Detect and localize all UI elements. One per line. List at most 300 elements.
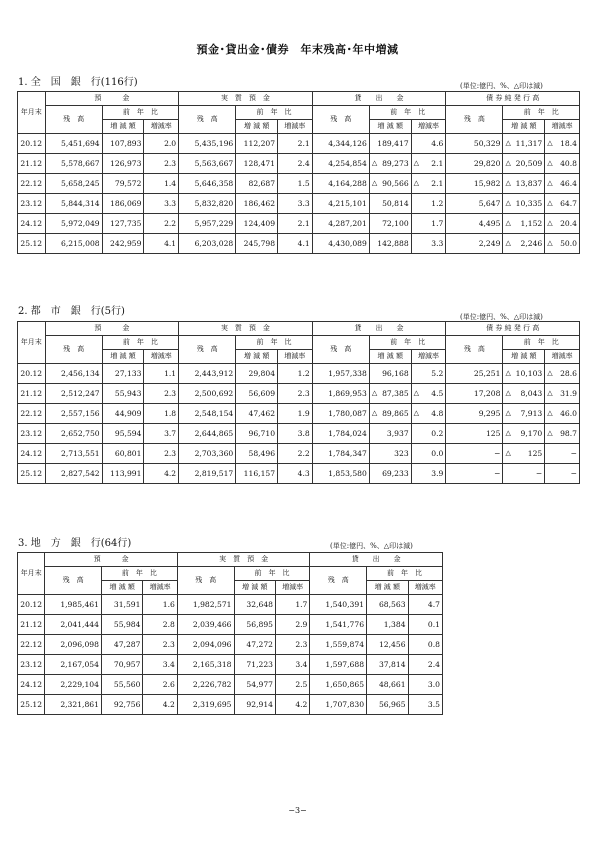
bond-change-cell	[503, 424, 545, 444]
real-deposit-rate-cell	[276, 595, 310, 615]
deposit-rate-cell	[143, 635, 177, 655]
table-row	[18, 695, 443, 715]
loan-change-cell-value: 189,417	[377, 138, 409, 148]
real-deposit-rate-cell-value: 2.1	[297, 218, 310, 228]
real-deposit-rate-cell-value: 4.1	[297, 238, 310, 248]
deposit-rate-cell-value: 2.6	[162, 679, 175, 689]
deposit-change-cell	[102, 134, 144, 154]
rate-header: 増減率	[411, 120, 446, 134]
real-deposit-balance-cell: 5,832,820	[179, 194, 236, 214]
deposit-header: 預 金	[45, 553, 178, 567]
bond-balance-cell	[446, 174, 503, 194]
change-header: 増 減 額	[503, 350, 545, 364]
year-month-cell: 22.12	[18, 174, 46, 194]
loan-change-cell-value: 89,273	[382, 158, 409, 168]
loan-change-cell-value: 12,456	[378, 639, 406, 649]
decrease-mark: △	[505, 198, 511, 207]
deposit-balance-cell: 5,972,049	[45, 214, 102, 234]
change-header: 増 減 額	[369, 120, 411, 134]
bank-table	[17, 91, 580, 254]
page-number: −3−	[288, 806, 307, 815]
deposit-change-cell-value: 79,572	[114, 178, 142, 188]
deposit-rate-cell-value: 1.1	[164, 368, 177, 378]
table-row	[18, 214, 580, 234]
loan-rate-cell-value: 1.2	[431, 198, 444, 208]
real-deposit-change-cell	[236, 404, 278, 424]
real-deposit-balance-cell: 2,443,912	[179, 364, 236, 384]
table-row	[18, 464, 580, 484]
change-header: 増 減 額	[369, 350, 411, 364]
real-deposit-change-cell	[236, 234, 278, 254]
deposit-change-cell	[102, 214, 144, 234]
bond-rate-cell	[545, 154, 580, 174]
decrease-mark: △	[505, 408, 511, 417]
real-deposit-balance-cell: 2,039,466	[177, 615, 234, 635]
deposit-change-cell-value: 107,893	[110, 138, 142, 148]
real-deposit-change-cell-value: 71,223	[246, 659, 273, 669]
deposit-change-cell-value: 31,591	[113, 599, 141, 609]
loan-rate-cell-value: 0.2	[431, 428, 444, 438]
change-header: 増 減 額	[102, 350, 144, 364]
bond-balance-cell	[446, 234, 503, 254]
yoy-header: 前 年 比	[367, 567, 443, 581]
bond-balance-cell	[446, 424, 503, 444]
rate-header: 増減率	[545, 350, 580, 364]
real-deposit-rate-cell	[278, 444, 313, 464]
deposit-rate-cell-value: 1.8	[164, 408, 177, 418]
bond-rate-cell-value: 46.0	[560, 408, 577, 418]
balance-header: 残 高	[45, 567, 102, 595]
bond-rate-cell-value: 28.6	[560, 368, 577, 378]
loan-balance-cell: 4,164,288	[312, 174, 369, 194]
deposit-rate-cell-value: 2.3	[164, 158, 177, 168]
real-deposit-balance-cell: 5,435,196	[179, 134, 236, 154]
loan-rate-cell-value: 0.8	[427, 639, 440, 649]
real-deposit-change-cell	[236, 384, 278, 404]
loan-change-cell-value: 96,168	[382, 368, 409, 378]
deposit-balance-cell: 1,985,461	[45, 595, 102, 615]
loan-rate-cell	[411, 404, 446, 424]
loan-change-cell	[369, 134, 411, 154]
deposit-header: 預 金	[45, 322, 179, 336]
real-deposit-balance-cell: 2,703,360	[179, 444, 236, 464]
deposit-rate-cell	[144, 464, 179, 484]
deposit-change-cell	[101, 655, 142, 675]
loan-change-cell-value: 68,563	[378, 599, 406, 609]
bond-rate-cell-value: −	[570, 448, 577, 458]
bond-change-cell	[503, 444, 545, 464]
real-deposit-header: 実 質 預 金	[179, 92, 313, 106]
deposit-change-cell	[102, 174, 144, 194]
loan-balance-cell: 4,215,101	[312, 194, 369, 214]
bond-change-cell-value: 10,103	[515, 368, 543, 378]
deposit-change-cell-value: 186,069	[110, 198, 142, 208]
decrease-mark: △	[371, 408, 378, 417]
loan-change-cell	[369, 464, 411, 484]
unit-note: (単位:億円、%、△印は減)	[330, 542, 413, 550]
loan-change-cell-value: 89,865	[382, 408, 409, 418]
page-title: 預金･貸出金･債券 年末残高･年中増減	[196, 43, 399, 56]
deposit-change-cell-value: 70,957	[113, 659, 141, 669]
loan-change-cell-value: 90,566	[382, 178, 409, 188]
real-deposit-balance-cell: 2,094,096	[177, 635, 234, 655]
year-month-cell: 25.12	[18, 464, 46, 484]
bond-balance-cell-value: 15,982	[473, 178, 501, 188]
balance-header: 残 高	[446, 336, 503, 364]
change-header: 増 減 額	[102, 120, 144, 134]
loan-rate-cell	[408, 595, 442, 615]
loan-rate-cell-value: 2.1	[431, 158, 444, 168]
bond-change-cell	[503, 364, 545, 384]
real-deposit-change-cell	[236, 134, 278, 154]
real-deposit-balance-cell: 5,646,358	[179, 174, 236, 194]
deposit-change-cell-value: 27,133	[114, 368, 142, 378]
deposit-rate-cell	[144, 194, 179, 214]
loan-change-cell	[369, 404, 411, 424]
deposit-balance-cell: 2,652,750	[45, 424, 102, 444]
loan-balance-cell: 1,869,953	[312, 384, 369, 404]
bond-rate-cell-value: 40.8	[560, 158, 577, 168]
unit-note: (単位:億円、%、△印は減)	[460, 313, 543, 321]
loan-balance-cell: 1,853,580	[312, 464, 369, 484]
real-deposit-rate-cell-value: 1.9	[297, 408, 310, 418]
deposit-change-cell	[101, 615, 142, 635]
loan-rate-cell	[411, 234, 446, 254]
real-deposit-rate-cell-value: 2.3	[295, 639, 308, 649]
loan-balance-cell: 1,784,024	[312, 424, 369, 444]
loan-change-cell	[367, 635, 408, 655]
real-deposit-rate-cell	[278, 404, 313, 424]
bond-change-cell	[503, 154, 545, 174]
table-row	[18, 615, 443, 635]
bond-rate-cell	[545, 444, 580, 464]
balance-header: 残 高	[179, 336, 236, 364]
deposit-balance-cell: 5,658,245	[45, 174, 102, 194]
table-row	[18, 174, 580, 194]
deposit-change-cell	[102, 234, 144, 254]
bond-balance-cell-value: 9,295	[478, 408, 501, 418]
bond-rate-cell-value: 98.7	[560, 428, 577, 438]
deposit-change-cell	[102, 444, 144, 464]
bond-balance-cell-value: 2,249	[478, 238, 501, 248]
rate-header: 増減率	[144, 350, 179, 364]
year-month-cell: 24.12	[18, 675, 45, 695]
table-row	[18, 134, 580, 154]
deposit-rate-cell-value: 3.7	[164, 428, 177, 438]
loan-change-cell	[367, 595, 408, 615]
year-month-cell: 20.12	[18, 595, 45, 615]
loan-rate-cell	[411, 154, 446, 174]
deposit-change-cell-value: 95,594	[114, 428, 142, 438]
loan-change-cell	[367, 615, 408, 635]
deposit-balance-cell: 2,041,444	[45, 615, 102, 635]
real-deposit-rate-cell-value: 4.2	[295, 699, 308, 709]
deposit-change-cell-value: 44,909	[114, 408, 142, 418]
loan-rate-cell-value: 4.6	[431, 138, 444, 148]
loan-rate-cell	[408, 695, 442, 715]
ym-header: 年月末	[18, 92, 46, 134]
real-deposit-change-cell	[236, 364, 278, 384]
loan-rate-cell-value: 3.9	[431, 468, 444, 478]
deposit-change-cell	[102, 404, 144, 424]
loan-balance-cell: 1,650,865	[310, 675, 367, 695]
deposit-rate-cell	[144, 404, 179, 424]
bond-balance-cell-value: 29,820	[473, 158, 501, 168]
balance-header: 残 高	[446, 106, 503, 134]
real-deposit-rate-cell	[276, 655, 310, 675]
loan-rate-cell	[411, 194, 446, 214]
real-deposit-change-cell-value: 29,804	[248, 368, 276, 378]
bond-balance-cell	[446, 194, 503, 214]
bond-change-cell-value: 8,043	[520, 388, 543, 398]
deposit-change-cell	[102, 194, 144, 214]
bond-change-cell-value: −	[535, 468, 543, 478]
bond-change-cell	[503, 134, 545, 154]
decrease-mark: △	[547, 198, 553, 207]
section-heading: 1. 全 国 銀 行(116行)	[18, 77, 138, 88]
loan-balance-cell: 1,780,087	[312, 404, 369, 424]
decrease-mark: △	[413, 158, 420, 167]
real-deposit-balance-cell: 2,819,517	[179, 464, 236, 484]
deposit-change-cell	[101, 635, 142, 655]
bond-rate-cell-value: 20.4	[560, 218, 577, 228]
real-deposit-header: 実 質 預 金	[177, 553, 310, 567]
loan-balance-cell: 1,597,688	[310, 655, 367, 675]
real-deposit-change-cell-value: 47,462	[248, 408, 276, 418]
deposit-header: 預 金	[45, 92, 179, 106]
loan-balance-cell: 4,254,854	[312, 154, 369, 174]
bond-change-cell-value: 11,317	[515, 138, 543, 148]
year-month-cell: 22.12	[18, 404, 46, 424]
bond-rate-cell	[545, 234, 580, 254]
real-deposit-balance-cell: 2,548,154	[179, 404, 236, 424]
change-header: 増 減 額	[101, 581, 142, 595]
table-row	[18, 444, 580, 464]
decrease-mark: △	[505, 158, 511, 167]
deposit-rate-cell-value: 4.2	[164, 468, 177, 478]
real-deposit-change-cell	[236, 194, 278, 214]
bond-change-cell	[503, 234, 545, 254]
unit-note: (単位:億円、%、△印は減)	[460, 82, 543, 90]
real-deposit-rate-cell	[278, 464, 313, 484]
bond-change-cell	[503, 464, 545, 484]
real-deposit-change-cell-value: 92,914	[246, 699, 273, 709]
yoy-header: 前 年 比	[503, 106, 580, 120]
real-deposit-rate-cell-value: 3.8	[297, 428, 310, 438]
bond-change-cell-value: 20,509	[515, 158, 543, 168]
real-deposit-rate-cell	[278, 364, 313, 384]
loan-change-cell	[369, 154, 411, 174]
real-deposit-rate-cell-value: 2.5	[295, 679, 308, 689]
deposit-balance-cell: 2,827,542	[45, 464, 102, 484]
decrease-mark: △	[547, 368, 553, 377]
real-deposit-change-cell-value: 124,409	[243, 218, 276, 228]
bond-balance-cell-value: 17,208	[473, 388, 501, 398]
loan-rate-cell	[408, 615, 442, 635]
deposit-rate-cell-value: 4.1	[164, 238, 177, 248]
real-deposit-rate-cell-value: 2.3	[297, 388, 310, 398]
deposit-change-cell	[102, 154, 144, 174]
real-deposit-balance-cell: 5,957,229	[179, 214, 236, 234]
real-deposit-rate-cell	[276, 675, 310, 695]
deposit-rate-cell-value: 3.4	[162, 659, 175, 669]
deposit-balance-cell: 2,557,156	[45, 404, 102, 424]
deposit-balance-cell: 2,456,134	[45, 364, 102, 384]
real-deposit-change-cell	[236, 174, 278, 194]
deposit-change-cell	[101, 675, 142, 695]
real-deposit-rate-cell	[278, 384, 313, 404]
yoy-header: 前 年 比	[102, 106, 179, 120]
table-row	[18, 234, 580, 254]
yoy-header: 前 年 比	[234, 567, 310, 581]
decrease-mark: △	[505, 448, 511, 457]
bond-balance-cell	[446, 214, 503, 234]
real-deposit-rate-cell	[278, 134, 313, 154]
bond-rate-cell-value: 50.0	[560, 238, 577, 248]
loan-change-cell	[369, 234, 411, 254]
real-deposit-rate-cell-value: 2.1	[297, 138, 310, 148]
balance-header: 残 高	[312, 336, 369, 364]
deposit-rate-cell	[143, 595, 177, 615]
real-deposit-rate-cell-value: 2.2	[297, 448, 310, 458]
table-row	[18, 635, 443, 655]
deposit-rate-cell	[144, 444, 179, 464]
bond-rate-cell-value: 31.9	[560, 388, 577, 398]
real-deposit-rate-cell	[278, 194, 313, 214]
decrease-mark: △	[547, 178, 553, 187]
bond-balance-cell-value: −	[494, 468, 501, 478]
deposit-change-cell-value: 55,943	[114, 388, 142, 398]
rate-header: 増減率	[545, 120, 580, 134]
bond-balance-cell-value: 4,495	[478, 218, 501, 228]
bond-rate-cell	[545, 404, 580, 424]
deposit-change-cell-value: 92,756	[113, 699, 141, 709]
bond-balance-cell	[446, 384, 503, 404]
deposit-change-cell-value: 242,959	[110, 238, 142, 248]
real-deposit-rate-cell	[278, 424, 313, 444]
balance-header: 残 高	[312, 106, 369, 134]
rate-header: 増減率	[276, 581, 310, 595]
decrease-mark: △	[505, 428, 511, 437]
loan-rate-cell	[411, 424, 446, 444]
year-month-cell: 25.12	[18, 695, 45, 715]
real-deposit-balance-cell: 1,982,571	[177, 595, 234, 615]
loan-change-cell-value: 56,965	[378, 699, 406, 709]
real-deposit-change-cell	[234, 635, 275, 655]
loan-change-cell-value: 87,385	[382, 388, 409, 398]
section-heading: 3. 地 方 銀 行(64行)	[18, 538, 132, 549]
loan-balance-cell: 1,957,338	[312, 364, 369, 384]
bond-balance-cell	[446, 444, 503, 464]
bond-rate-cell	[545, 214, 580, 234]
deposit-rate-cell	[143, 675, 177, 695]
real-deposit-rate-cell	[278, 154, 313, 174]
bond-rate-cell	[545, 134, 580, 154]
deposit-balance-cell: 5,578,667	[45, 154, 102, 174]
bond-rate-cell	[545, 364, 580, 384]
change-header: 増 減 額	[234, 581, 275, 595]
deposit-rate-cell	[144, 424, 179, 444]
loan-change-cell-value: 323	[394, 448, 409, 458]
yoy-header: 前 年 比	[503, 336, 580, 350]
real-deposit-change-cell-value: 56,609	[248, 388, 276, 398]
real-deposit-change-cell	[236, 464, 278, 484]
balance-header: 残 高	[45, 336, 102, 364]
bond-change-cell	[503, 384, 545, 404]
yoy-header: 前 年 比	[101, 567, 177, 581]
rate-header: 増減率	[144, 120, 179, 134]
deposit-rate-cell-value: 4.2	[162, 699, 175, 709]
real-deposit-balance-cell: 2,165,318	[177, 655, 234, 675]
real-deposit-change-cell	[234, 675, 275, 695]
rate-header: 増減率	[411, 350, 446, 364]
real-deposit-change-cell-value: 58,496	[248, 448, 276, 458]
table-row	[18, 655, 443, 675]
loan-rate-cell	[408, 675, 442, 695]
decrease-mark: △	[413, 408, 420, 417]
deposit-change-cell	[101, 695, 142, 715]
real-deposit-change-cell	[234, 595, 275, 615]
yoy-header: 前 年 比	[102, 336, 179, 350]
bond-change-cell-value: 7,913	[520, 408, 543, 418]
loan-rate-cell-value: 1.7	[431, 218, 444, 228]
loan-rate-cell-value: 0.0	[431, 448, 444, 458]
change-header: 増 減 額	[236, 350, 278, 364]
deposit-balance-cell: 2,229,104	[45, 675, 102, 695]
real-deposit-change-cell-value: 32,648	[246, 599, 273, 609]
deposit-balance-cell: 5,844,314	[45, 194, 102, 214]
loan-change-cell	[367, 655, 408, 675]
year-month-cell: 20.12	[18, 134, 46, 154]
real-deposit-rate-cell	[278, 234, 313, 254]
bond-change-cell-value: 1,152	[520, 218, 543, 228]
yoy-header: 前 年 比	[369, 336, 445, 350]
decrease-mark: △	[505, 368, 511, 377]
real-deposit-rate-cell-value: 1.5	[297, 178, 310, 188]
balance-header: 残 高	[179, 106, 236, 134]
deposit-rate-cell	[144, 234, 179, 254]
change-header: 増 減 額	[367, 581, 408, 595]
bond-change-cell	[503, 194, 545, 214]
real-deposit-change-cell	[234, 695, 275, 715]
deposit-rate-cell	[144, 214, 179, 234]
bond-header: 債 券 純 発 行 高	[446, 322, 580, 336]
deposit-change-cell-value: 126,973	[110, 158, 142, 168]
decrease-mark: △	[371, 388, 378, 397]
loan-rate-cell-value: 3.0	[427, 679, 440, 689]
deposit-change-cell	[102, 384, 144, 404]
year-month-cell: 23.12	[18, 424, 46, 444]
deposit-rate-cell-value: 2.3	[164, 448, 177, 458]
loan-change-cell-value: 69,233	[382, 468, 409, 478]
deposit-rate-cell-value: 1.4	[164, 178, 177, 188]
bond-change-cell	[503, 174, 545, 194]
bond-rate-cell-value: 64.7	[560, 198, 577, 208]
loan-balance-cell: 1,559,874	[310, 635, 367, 655]
year-month-cell: 23.12	[18, 655, 45, 675]
deposit-rate-cell-value: 1.6	[162, 599, 175, 609]
ym-header: 年月末	[18, 553, 45, 595]
loan-change-cell	[369, 174, 411, 194]
loan-rate-cell-value: 2.1	[431, 178, 444, 188]
loan-change-cell	[369, 214, 411, 234]
loan-change-cell	[369, 194, 411, 214]
deposit-rate-cell	[144, 174, 179, 194]
year-month-cell: 24.12	[18, 444, 46, 464]
bond-balance-cell-value: −	[494, 448, 501, 458]
deposit-change-cell-value: 47,287	[113, 639, 141, 649]
bond-rate-cell-value: 46.4	[560, 178, 577, 188]
